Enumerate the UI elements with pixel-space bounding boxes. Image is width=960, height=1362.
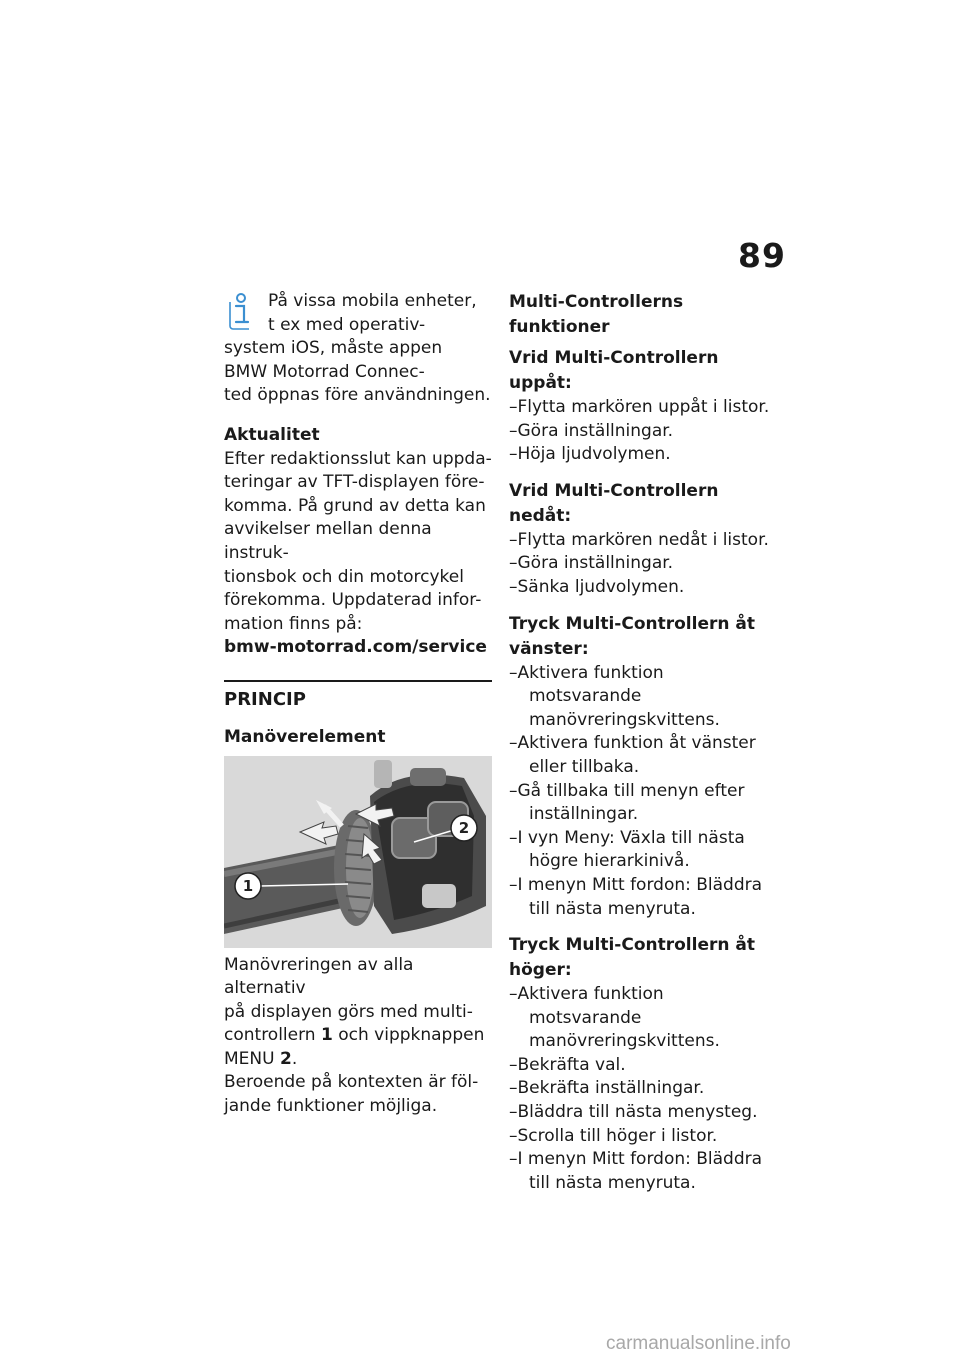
list-item: –Sänka ljudvolymen. xyxy=(509,576,685,597)
list-item: –I vyn Meny: Växla till nästa högre hierarkinivå. xyxy=(509,827,745,872)
right-column xyxy=(509,290,779,1195)
notice-line: BMW Motorrad Connec- xyxy=(224,361,425,382)
aktualitet-line: Efter redaktionsslut kan uppda- xyxy=(224,448,492,469)
aktualitet-line: teringar av TFT-displayen före- xyxy=(224,472,485,493)
aktualitet-line: tionsbok och din motorcykel xyxy=(224,566,464,587)
watermark: carmanualsonline.info xyxy=(606,1333,791,1354)
list-item: –Göra inställningar. xyxy=(509,553,674,574)
callout-2: 2 xyxy=(458,818,470,837)
body-line: på displayen görs med multi- xyxy=(224,1001,473,1022)
functions-heading: Multi-Controllerns funktioner xyxy=(509,292,684,337)
group-heading: höger: xyxy=(509,960,572,981)
list-item: –Aktivera funktion motsvarande manövreringskvittens. xyxy=(509,984,720,1052)
aktualitet-line: förekomma. Uppdaterad infor- xyxy=(224,590,482,611)
list-item: –I menyn Mitt fordon: Bläddra till nästa menyruta. xyxy=(509,874,763,919)
info-icon xyxy=(226,292,256,330)
body-line: MENU 2. xyxy=(224,1048,298,1069)
page-number: 89 xyxy=(738,236,786,275)
list-item: –Aktivera funktion åt vänster eller tillbaka. xyxy=(509,733,756,777)
list-item: –Flytta markören uppåt i listor. xyxy=(509,397,770,417)
group-heading: Vrid Multi-Controllern uppåt: xyxy=(509,348,719,393)
info-notice xyxy=(224,290,492,408)
body-line: Beroende på kontexten är föl- xyxy=(224,1072,479,1093)
aktualitet-line: avvikelser mellan denna instruk- xyxy=(224,519,432,563)
left-column xyxy=(224,290,492,1119)
list-item: –Aktivera funktion motsvarande manövreringskvittens. xyxy=(509,662,720,730)
section-divider xyxy=(224,680,492,682)
function-list xyxy=(509,983,779,1195)
body-line: Manövreringen av alla alternativ xyxy=(224,954,414,999)
handlebar-illustration xyxy=(224,756,492,948)
group-heading: Tryck Multi-Controllern åt xyxy=(509,935,755,956)
body-line: jande funktioner möjliga. xyxy=(224,1096,438,1117)
list-item: –Bekräfta val. xyxy=(509,1054,626,1075)
group-heading: Tryck Multi-Controllern åt xyxy=(509,613,755,634)
notice-line: ted öppnas före användningen. xyxy=(224,385,491,406)
function-list xyxy=(509,529,779,600)
notice-line: system iOS, måste appen xyxy=(224,338,443,359)
list-item: –Bläddra till nästa menysteg. xyxy=(509,1102,758,1123)
list-item: –I menyn Mitt fordon: Bläddra till nästa menyruta. xyxy=(509,1149,763,1193)
notice-line: På vissa mobila enheter, xyxy=(268,291,477,311)
list-item: –Scrolla till höger i listor. xyxy=(509,1125,718,1146)
list-item: –Gå tillbaka till menyn efter inställningar. xyxy=(509,780,745,825)
list-item: –Göra inställningar. xyxy=(509,420,674,441)
list-item: –Höja ljudvolymen. xyxy=(509,444,671,465)
function-list xyxy=(509,396,779,467)
aktualitet-line: mation finns på: xyxy=(224,613,363,634)
subsection-title: Manöverelement xyxy=(224,726,386,747)
service-link[interactable]: bmw-motorrad.com/service xyxy=(224,637,487,658)
handlebar-controls-figure xyxy=(224,756,492,948)
body-line: controllern 1 och vippknappen xyxy=(224,1025,485,1046)
section-title: PRINCIP xyxy=(224,688,306,710)
group-heading: vänster: xyxy=(509,638,589,659)
function-list xyxy=(509,662,779,922)
callout-1: 1 xyxy=(242,876,254,895)
group-heading: Vrid Multi-Controllern nedåt: xyxy=(509,480,719,526)
aktualitet-line: komma. På grund av detta kan xyxy=(224,495,486,516)
notice-line: t ex med operativ- xyxy=(268,314,426,335)
aktualitet-heading: Aktualitet xyxy=(224,424,320,445)
list-item: –Flytta markören nedåt i listor. xyxy=(509,529,769,550)
list-item: –Bekräfta inställningar. xyxy=(509,1078,705,1099)
